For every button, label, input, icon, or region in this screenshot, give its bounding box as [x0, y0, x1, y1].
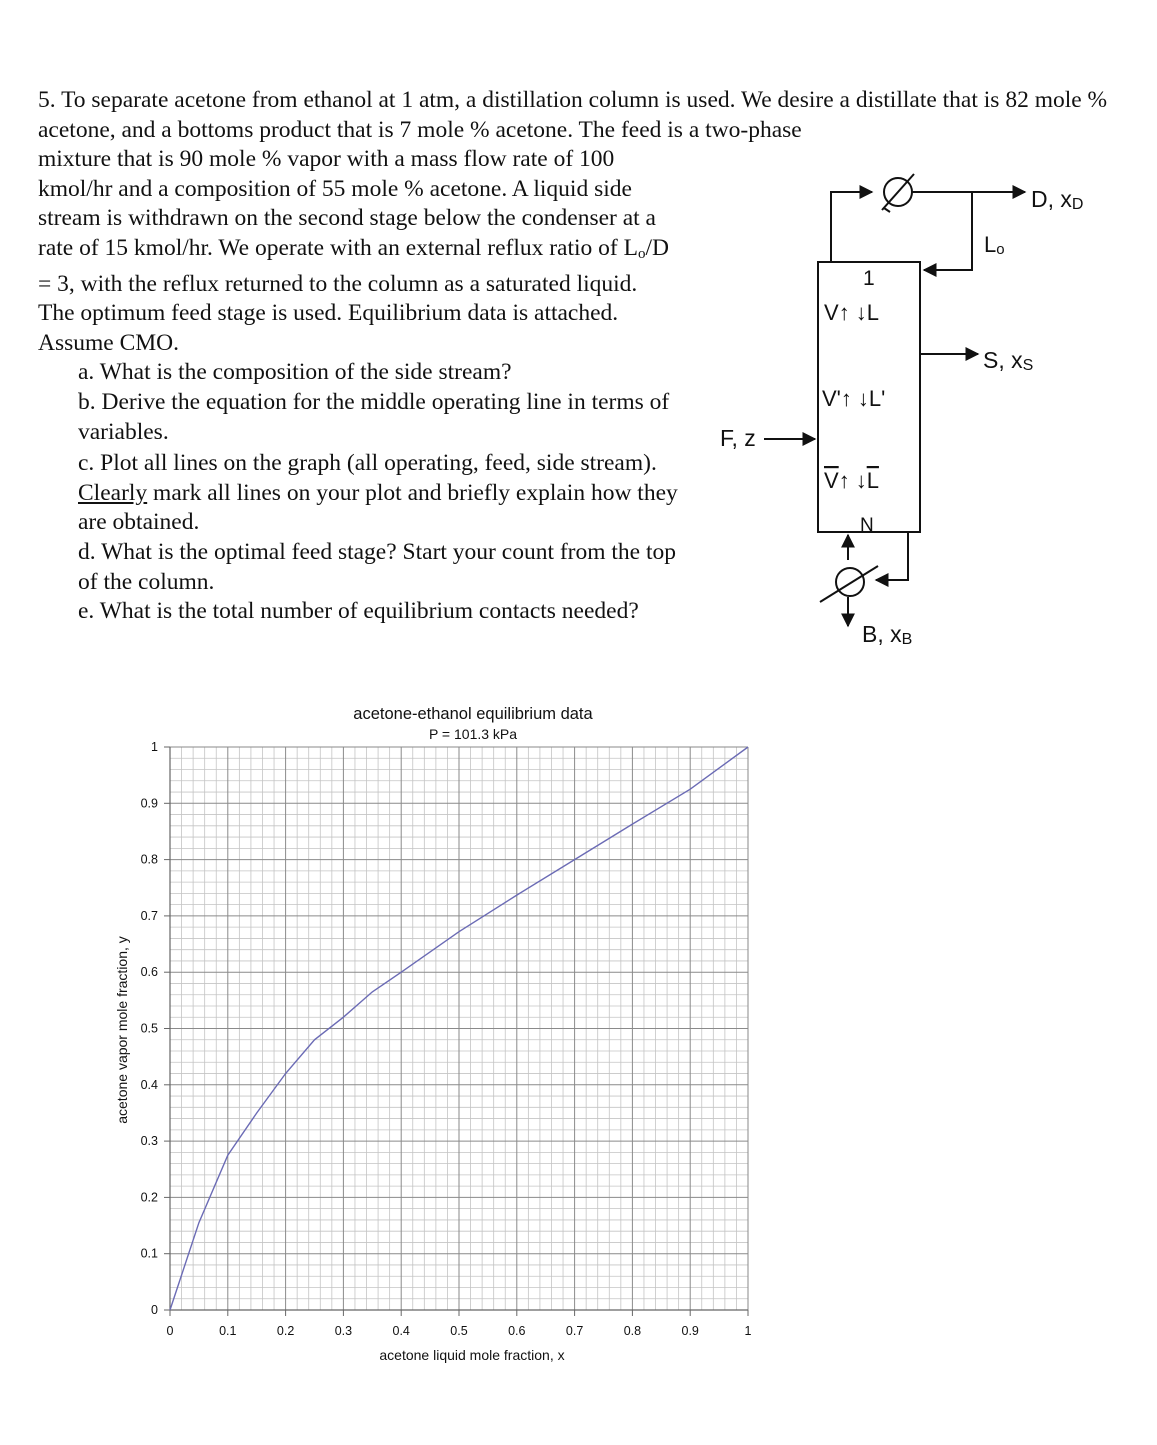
sidestream-label: S, xS — [983, 347, 1034, 374]
chart-x-ticks — [167, 1310, 752, 1338]
reflux-label: Lo — [984, 232, 1005, 258]
chart-title: acetone-ethanol equilibrium data — [353, 705, 593, 723]
feed-label: F, z — [720, 425, 756, 451]
y-tick-label: 0.9 — [140, 796, 158, 811]
x-tick-label: 0.4 — [392, 1324, 410, 1338]
chart-subtitle: P = 101.3 kPa — [428, 726, 518, 742]
y-tick-label: 0.7 — [140, 908, 158, 923]
bottom-section-labels: V↑ ↓L — [824, 468, 879, 493]
chart-x-label: acetone liquid mole fraction, x — [379, 1347, 565, 1363]
question-d: d. What is the optimal feed stage? Start your count from the top of the column. — [78, 538, 677, 595]
reflux-line — [924, 192, 972, 270]
chart-major-grid — [170, 747, 748, 1310]
question-c-part1: c. Plot all lines on the graph (all operating, feed, side stream). — [78, 450, 657, 477]
question-c-part2: mark all lines on your plot and briefly explain how they are obtained. — [78, 479, 678, 536]
y-tick-label: 0.1 — [140, 1246, 158, 1261]
x-tick-label: 0.7 — [565, 1324, 584, 1338]
problem-intro-full: 5. To separate acetone from ethanol at 1 atm, a distillation column is used. We desire a distillate that is 82 mole % acetone, and a bottoms product that is 7 mole % acetone. The feed is a two-phase — [38, 87, 1108, 143]
problem-intro-part2: /D = 3, with the reflux returned to the column as a saturated liquid. The optimum feed stage is used. Equilibrium data is attached. Assume CMO. — [38, 234, 669, 356]
y-tick-label: 0.5 — [140, 1021, 158, 1036]
x-tick-label: 0 — [166, 1324, 174, 1338]
top-section-labels: V↑ ↓L — [824, 300, 879, 325]
x-tick-label: 0.5 — [450, 1324, 468, 1338]
chart-y-ticks — [141, 740, 170, 1317]
overhead-line — [831, 192, 872, 262]
y-tick-label: 0.3 — [140, 1134, 158, 1149]
y-tick-label: 0.6 — [140, 965, 158, 980]
chart-y-label: acetone vapor mole fraction, y — [114, 936, 130, 1124]
question-list — [38, 358, 678, 626]
y-tick-label: 0.8 — [140, 852, 158, 867]
question-c — [78, 449, 678, 538]
reflux-subscript: o — [637, 245, 646, 262]
y-tick-label: 1 — [151, 740, 158, 754]
reboiler-icon — [820, 566, 878, 602]
y-tick-label: 0.2 — [140, 1190, 158, 1205]
bottoms-label: B, xB — [862, 621, 913, 648]
x-tick-label: 0.8 — [623, 1324, 642, 1338]
stage-one-label: 1 — [863, 267, 875, 290]
question-c-clearly: Clearly — [78, 479, 148, 506]
x-tick-label: 1 — [744, 1324, 752, 1338]
column-diagram — [700, 160, 1120, 660]
question-b: b. Derive the equation for the middle operating line in terms of variables. — [78, 388, 670, 445]
middle-section-labels: V'↑ ↓L' — [822, 386, 886, 411]
problem-intro-part1: mixture that is 90 mole % vapor with a mass flow rate of 100 kmol/hr and a composition of 55 mole % acetone. A liquid side stream is withdrawn on the second stage below the condenser at a rate of 15 kmol/hr. We operate with an external reflux ratio of L — [38, 146, 656, 261]
x-tick-label: 0.2 — [276, 1324, 295, 1338]
question-a: a. What is the composition of the side stream? — [78, 359, 512, 386]
x-tick-label: 0.1 — [219, 1324, 237, 1338]
problem-intro-narrow — [38, 145, 678, 358]
x-tick-label: 0.6 — [508, 1324, 526, 1338]
x-tick-label: 0.3 — [334, 1324, 353, 1338]
y-tick-label: 0.4 — [140, 1077, 158, 1092]
distillate-label: D, xD — [1031, 186, 1084, 213]
x-tick-label: 0.9 — [681, 1324, 699, 1338]
stage-n-label: N — [860, 515, 874, 536]
equilibrium-chart — [100, 690, 800, 1390]
condenser-icon — [882, 174, 914, 212]
question-e: e. What is the total number of equilibrium contacts needed? — [78, 598, 639, 625]
reboiler-liquid-line — [876, 532, 908, 580]
y-tick-label: 0 — [151, 1303, 158, 1317]
